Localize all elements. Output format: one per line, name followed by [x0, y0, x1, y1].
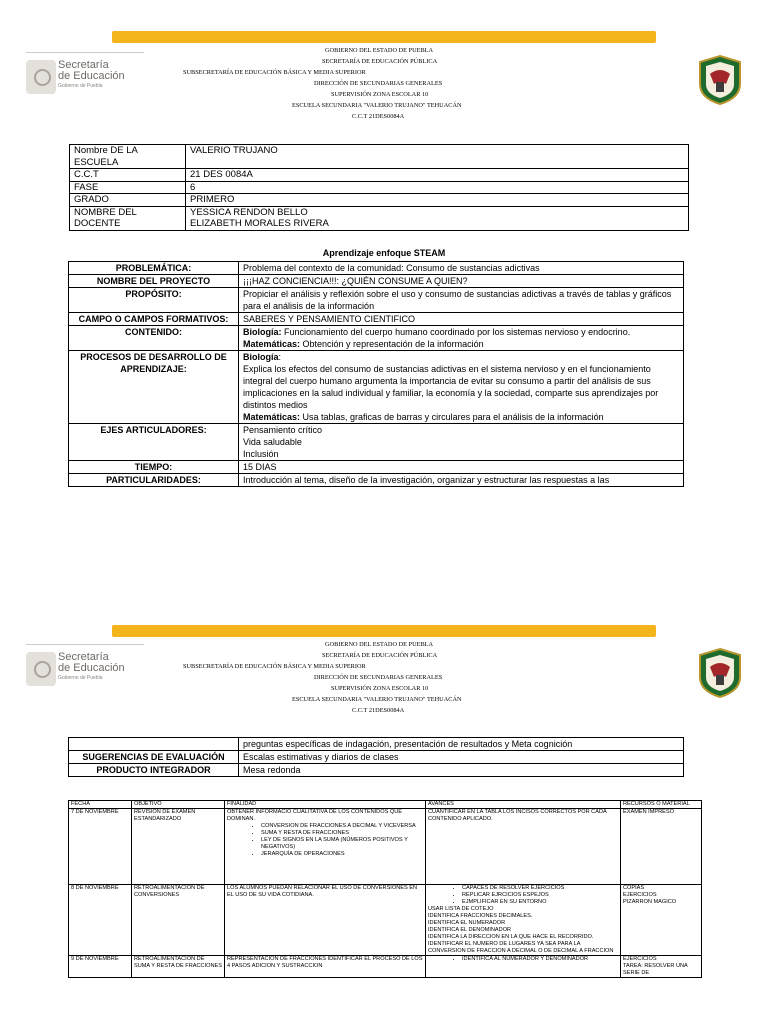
avances-list: • IDENTIFICA AL NUMERADOR Y DENOMINADOR: [428, 956, 618, 963]
steam-table-continued: [68, 737, 684, 777]
school-info-table: [69, 144, 689, 231]
table-row: TIEMPO: 15 DIAS: [69, 461, 684, 474]
finalidad-list: • CONVERSION DE FRACCIONES A DECIMAL Y VICEVERSA • SUMA Y RESTA DE FRACCIONES • LEY DE SIGNOS EN LA SUMA (NÚMEROS POSITIVOS Y NEGATIVOS) • JERARQUÍA DE OPERACIONES: [227, 823, 423, 858]
table-row: PROBLEMÁTICA: Problema del contexto de la comunidad: Consumo de sustancias adictivas: [69, 262, 684, 275]
table-row: NOMBRE DEL PROYECTO ¡¡¡HAZ CONCIENCIA!!!: ¿QUIÉN CONSUME A QUIEN?: [69, 275, 684, 288]
table-row: PRODUCTO INTEGRADOR Mesa redonda: [69, 764, 684, 777]
school-seal-icon: [696, 54, 744, 106]
table-row: CAMPO O CAMPOS FORMATIVOS: SABERES Y PENSAMIENTO CIENTIFICO: [69, 313, 684, 326]
table-row: C.C.T 21 DES 0084A: [70, 169, 689, 182]
table-row: NOMBRE DEL DOCENTE YESSICA RENDON BELLO ELIZABETH MORALES RIVERA: [70, 206, 689, 230]
table-row: preguntas específicas de indagación, presentación de resultados y Meta cognición: [69, 738, 684, 751]
table-row: FASE 6: [70, 181, 689, 194]
table-row: 9 DE NOVIEMBRE RETROALIMENTACION DE SUMA Y RESTA DE FRACCIONES REPRESENTACION DE FRACCIONES IDENTIFICAR EL PROCESO DE LOS 4 PASOS ADICION Y SUSTRACCION • IDENTIFICA AL NUMERADOR Y DENOMINADOR EJERCICIOS TAREA: RESOLVER UNA SERIE DE: [69, 956, 702, 978]
table-row: GRADO PRIMERO: [70, 194, 689, 207]
table-row: Nombre DE LA ESCUELA VALERIO TRUJANO: [70, 145, 689, 169]
secretaria-logo: Secretaría de Educación Gobierno de Puebla: [24, 58, 144, 102]
table-row: 8 DE NOVIEMBRE RETROALIMENTACION DE CONVERSIONES LOS ALUMNOS PUEDAN RELACIONAR EL USO DE CONVERSIONES EN EL USO DE SU VIDA COTIDIANA. • CAPACES DE RESOLVER EJERCICIOS • REPLICAR EJRCICIOS ESPEJOS • EJMPLIFICAR EN SU ENTORNO USAR LISTA DE COTEJO IDENTIFICA FRACCIONES DECIMALES. IDENTIFICA EL NUMERADOR IDENTIFICA EL DENOMINADOR IDENTIFICA LA DIRECCION EN LA QUE HACE EL RECORRIDO. IDENTIFICAR EL NUMERO DE LUGARES YA SEA PARA LA CONVERSION DE FRACCION A DECIMAL O DE DECIMAL A FRACCION COPIAS EJERCICIOS PIZARRON MAGICO: [69, 885, 702, 956]
steam-table: [68, 261, 684, 487]
table-header-row: FECHA OBJETIVO FINALIDAD AVANCES RECURSOS O MATERIAL: [69, 801, 702, 809]
secretaria-logo: Secretaría de Educación Gobierno de Puebla: [24, 650, 144, 694]
table-row: PARTICULARIDADES: Introducción al tema, diseño de la investigación, organizar y estructurar las respuestas a las: [69, 474, 684, 487]
header-bar: [112, 625, 656, 637]
table-row: PROPÓSITO: Propiciar el análisis y reflexión sobre el uso y consumo de sustancias adictivas a través de tablas y gráficos para el análisis de la información: [69, 288, 684, 313]
logo-emblem-icon: [26, 652, 56, 686]
table-row: EJES ARTICULADORES: Pensamiento crítico Vida saludable Inclusión: [69, 424, 684, 461]
table-row: PROCESOS DE DESARROLLO DE APRENDIZAJE: Biología: Explica los efectos del consumo de sustancias adictivas en el sistema nervioso y en el funcionamiento integral del cuerpo humano argumenta la importancia de evitar su consumo a partir del análisis de sus implicaciones en la salud individual y familiar, la economía y la sociedad, comparte sus aprendizajes por distintos medios Matemáticas: Usa tablas, graficas de barras y circulares para el análisis de la información: [69, 351, 684, 424]
table-row: SUGERENCIAS DE EVALUACIÓN Escalas estimativas y diarios de clases: [69, 751, 684, 764]
school-seal-icon: [696, 647, 744, 699]
table-row: CONTENIDO: Biología: Funcionamiento del cuerpo humano coordinado por los sistemas nervioso y endocrino. Matemáticas: Obtención y representación de la información: [69, 326, 684, 351]
table-row: 7 DE NOVIEMBRE REVISION DE EXAMEN ESTANDARIZADO OBTENER INFORMACIO CUALITATIVA DE LOS CONTENIDOS QUE DOMINAN. • CONVERSION DE FRACCIONES A DECIMAL Y VICEVERSA • SUMA Y RESTA DE FRACCIONES • LEY DE SIGNOS EN LA SUMA (NÚMEROS POSITIVOS Y NEGATIVOS) • JERARQUÍA DE OPERACIONES CUANTIFICAR EN LA TABLA LOS INCISOS CORRECTOS POR CADA CONTENIDO APLICADO. EXAMEN IMPRESO: [69, 809, 702, 885]
avances-list: • CAPACES DE RESOLVER EJERCICIOS • REPLICAR EJRCICIOS ESPEJOS • EJMPLIFICAR EN SU ENTORNO: [428, 885, 618, 906]
logo-emblem-icon: [26, 60, 56, 94]
lesson-plan-table: [68, 800, 702, 978]
header-bar: [112, 31, 656, 43]
steam-title: Aprendizaje enfoque STEAM: [322, 248, 446, 258]
